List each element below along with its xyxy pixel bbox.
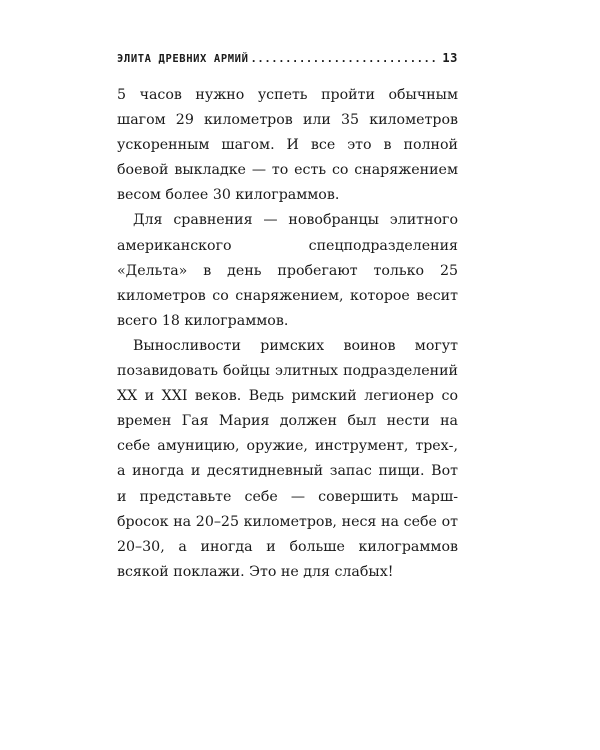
page-number: 13 <box>442 51 458 65</box>
running-title: ЭЛИТА ДРЕВНИХ АРМИЙ <box>117 53 249 65</box>
paragraph-2: Для сравнения — новобранцы элитного американского спецподразделения «Дельта» в день пробегают только 25 километров со снаряжением, которое весит всего 18 килограммов. <box>117 212 458 329</box>
paragraph-3: Выносливости римских воинов могут позавидовать бойцы элитных подразделений XX и XXI веков. Ведь римский легионер со времен Гая Мария должен был нести на себе амуницию, оружие, инструмент, трех-, а иногда и десятидневный запас пищи. Вот и представьте себе — совершить марш-бросок на 20–25 километров, неся на себе от 20–30, а иногда и больше килограммов всякой поклажи. Это не для слабых! <box>117 337 458 580</box>
running-header <box>117 51 458 65</box>
paragraph-1: 5 часов нужно успеть пройти обычным шагом 29 километров или 35 километров ускоренным шагом. И все это в полной боевой выкладке — то есть со снаряжением весом более 30 килограммов. <box>117 87 458 204</box>
body-text <box>117 83 458 585</box>
dot-leader <box>251 53 440 65</box>
